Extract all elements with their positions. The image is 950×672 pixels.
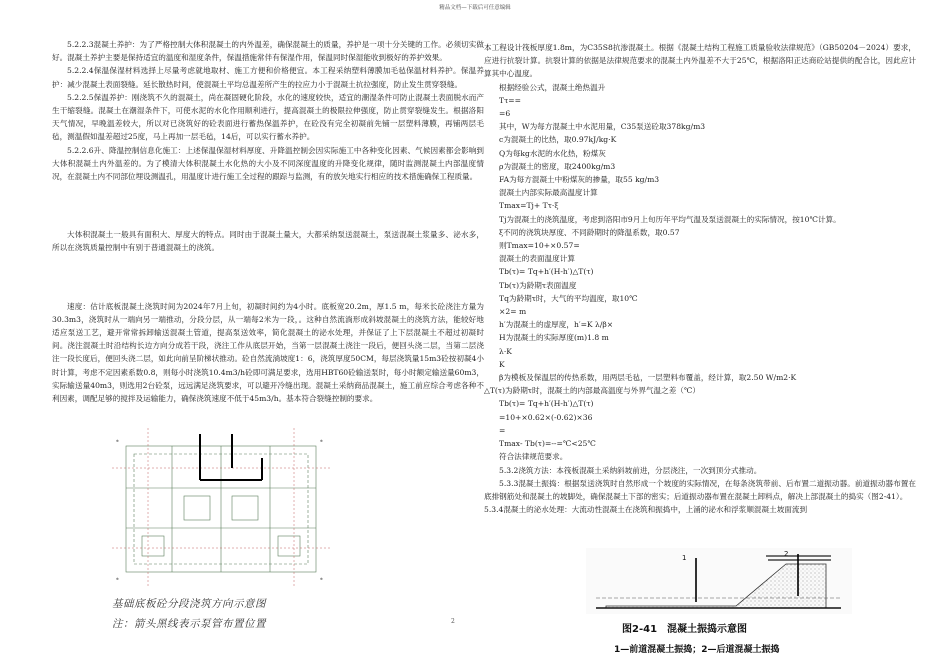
svg-text:⊕: ⊕ <box>116 577 119 581</box>
concrete-vibration-figure <box>586 548 852 660</box>
figure2-title: 图2-41 混凝土振捣示意图 <box>622 624 748 635</box>
svg-text:⊕: ⊕ <box>320 577 323 581</box>
right-paragraph: FA为每方混凝土中粉煤灰的掺量，取55 kg/m3 <box>499 175 660 185</box>
right-paragraph: c为混凝土的比热，取0.97kJ/kg·K <box>499 135 617 145</box>
left-paragraph: 5.2.2.5保温养护：刚浇筑不久的混凝土，尚在凝固硬化阶段，水化的速度较快，适宜的潮湿条件可防止混凝土表面脱水而产生干缩裂缝。混凝土在潮湿条件下，可使水泥的水化作用顺利进行，提高混凝土的极限拉伸强度，防止贯穿裂缝发生。根据洛阳天气情况，早晚温差较大，所以对已浇筑好的砼表面进行蓄热保温养护，在砼没有完全初凝前先铺一层塑料薄膜，再铺两层毛毡，测温假如温差超过25度，马上再加一层毛毡，14后，可以实行蓄水养护。 <box>52 92 484 142</box>
label-1: 1 <box>682 554 687 562</box>
paragraph-gap <box>52 271 484 284</box>
figure2-subtitle: 1—前道混凝土振捣；2—后道混凝土振捣 <box>614 645 780 655</box>
right-paragraph: = <box>499 425 506 435</box>
right-paragraph: 其中，W为每方混凝土中水泥用量，C35泵送砼取378kg/m3 <box>499 122 706 132</box>
right-paragraph: Tb(τ)= Tq+h′(H-h′)△T(τ) <box>499 267 594 277</box>
right-paragraph: 符合法律规范要求。 <box>499 452 568 462</box>
right-paragraph: 根据经验公式，混凝土绝热温升 <box>499 82 606 92</box>
right-paragraph: △T(τ)为龄期τ时，混凝土的内部最高温度与外界气温之差（℃） <box>484 386 700 396</box>
right-paragraph: K <box>499 359 505 369</box>
right-paragraph: Tmax=Tj+ Tτ·ξ <box>499 201 559 211</box>
right-paragraph: Tmax- Tb(τ)=--=℃<25℃ <box>499 439 596 449</box>
left-column <box>52 38 484 405</box>
right-paragraph: Tb(τ)= Tq+h′(H-h′)△T(τ) <box>499 399 594 409</box>
foundation-pour-plan-figure <box>112 428 330 586</box>
right-paragraph: 5.3.4混凝土的泌水处理：大流动性混凝土在浇筑和振捣中，上涌的泌水和浮浆顺混凝土坡面流到 <box>484 505 808 515</box>
page-header: 精品文档—下载后可任意编辑 <box>439 5 511 11</box>
right-paragraph: Tq为龄期τ时，大气的平均温度，取10℃ <box>499 293 638 303</box>
right-paragraph: 5.3.2浇筑方法：本筏板混凝土采纳斜坡前进，分层浇注，一次到顶分式推动。 <box>499 465 762 475</box>
right-paragraph: Q为每kg水泥的水化热，粉煤灰 <box>499 148 606 158</box>
figure1-caption-line1: 基础底板砼分段浇筑方向示意图 <box>112 598 266 610</box>
right-paragraph: Tτ== <box>499 95 521 105</box>
right-paragraph: 混凝土的表面温度计算 <box>499 254 575 264</box>
page-number: 2 <box>451 618 455 625</box>
figure1-caption-line2: 注：箭头黑线表示泵管布置位置 <box>112 618 266 630</box>
right-paragraph: =10+×0.62×(-0.62)×36 <box>499 412 593 422</box>
figure1-caption <box>112 594 266 634</box>
left-paragraph: 速度：估计底板混凝土浇筑时间为2024年7月上旬，初凝时间约为4小时。底板宽20.2m，厚1.5 m，每米长砼浇注方量为30.3m3，浇筑时从一端向另一端推动，分段分层，从一端每2米为一段，。这种自然流淌形成斜坡混凝土的浇筑方法，能较好地适应泵送工艺，避开常常拆卸输送混凝土管道，提高泵送效率，简化混凝土的泌水处理，并保证了上下层混凝土不超过初凝时间。浇注混凝土时沿结构长边方向分成若干段，浇注工作从底层开始，当第一层混凝土浇注一段后，便回头浇二层，当第二层浇注一段长度后，便回头浇二层，如此向前呈阶梯状推动。砼自然流淌坡度1：6，浇筑厚度50CM，每层浇筑量15m3砼按初凝4小时计算，考虑不定因素系数0.8，则每小时浇筑10.4m3/h砼即可满足要求，选用HBT60砼输送泵时，每小时额定输送量60m3，实际输送量40m3，则选用2台砼泵，远远满足浇筑要求，可以避开冷缝出现。混凝土采纳商品混凝土，施工前应综合考虑各种不利因素，调配足够的搅拌及运输能力，确保浇筑速度不低于45m3/h。基本符合裂缝控制的要求。 <box>52 301 484 404</box>
right-paragraph: 本工程设计筏板厚度1.8m，为C35S8抗渗混凝土。根据《混凝土结构工程施工质量验收法律规范》（GB50204－2024）要求，应进行抗裂计算。抗裂计算的依据是法律规范要求的混凝土内外温差不大于25℃，根据洛阳正达商砼站提供的配合比，因此应计算其中心温度。 <box>484 43 916 79</box>
right-paragraph: λ·K <box>499 346 512 356</box>
right-paragraph: ×2= m <box>499 307 527 317</box>
right-paragraph: 5.3.3混凝土振捣：根据泵送浇筑时自然形成一个坡度的实际情况，在每条浇筑带前、后布置二道振动器。前道振动器布置在底排钢筋处和混凝土的坡脚处，确保混凝土下部的密实；后道振动器布置在混凝土卸料点，解决上部混凝土的捣实（图2-41）。 <box>484 478 916 501</box>
left-paragraph: 5.2.2.4保温保湿材料选择上尽量考虑就地取材、施工方便和价格便宜。本工程采纳塑料薄膜加毛毡保温材料养护。保温养护：减少混凝土表面裂缝。延长散热时间，使混凝土平均总温差所产生的拉应力小于混凝土抗拉强度，防止发生贯穿裂缝。 <box>52 66 484 89</box>
svg-text:⊕: ⊕ <box>320 439 323 443</box>
left-paragraph: 5.2.2.3混凝土养护：为了严格控制大体积混凝土的内外温差，确保混凝土的质量，养护是一项十分关键的工作。必须切实做好。混凝土养护主要是保持适宜的温度和湿度条件，保温措施常伴有保湿作用，保温同时保湿能收到极好的养护效果。 <box>52 40 484 63</box>
right-column <box>484 41 916 516</box>
right-paragraph: Tj为混凝土的浇筑温度，考虑到洛阳市9月上旬历年平均气温及泵送混凝土的实际情况，按10℃计算。 <box>499 214 841 224</box>
right-paragraph: ξ不同的浇筑块厚度、不同龄期时的降温系数，取0.57 <box>499 227 680 237</box>
svg-text:⊕: ⊕ <box>116 439 119 443</box>
right-paragraph: =6 <box>499 109 511 119</box>
left-paragraph: 5.2.2.6升、降温控制信息化施工：上述保温保湿材料厚度、升降温控制会因实际施工中各种变化因素、气候因素都会影响到大体积混凝土内外温差的。为了模清大体积混凝土水化热的大小及不同深度温度的升降变化规律，随时监测混凝土内部温度情况，在混凝土内不同部位埋设测温孔，用温度计进行施工全过程的跟踪与监测，有的放矢地实行相应的技术措施确保工程质量。 <box>52 145 484 182</box>
left-paragraph: 大体积混凝土一般具有面积大、厚度大的特点。同时由于混凝土量大，大都采纳泵送混凝土，泵送混凝土浆量多、泌水多，所以在浇筑质量控制中有别于普通混凝土的浇筑。 <box>52 230 484 253</box>
right-paragraph: β为模板及保温层的传热系数，用两层毛毡，一层塑料布覆盖，经计算，取2.50 W/m2·K <box>499 373 797 383</box>
right-paragraph: 则Tmax=10+×0.57= <box>499 241 580 251</box>
label-2: 2 <box>784 550 789 558</box>
right-paragraph: H为混凝土的实际厚度(m)1.8 m <box>499 333 609 343</box>
right-paragraph: 混凝土内部实际最高温度计算 <box>499 188 598 198</box>
right-paragraph: h′为混凝土的虚厚度，h′=K λ/β× <box>499 320 614 330</box>
right-paragraph: ρ为混凝土的密度，取2400kg/m3 <box>499 161 616 171</box>
right-paragraph: Tb(τ)为龄期τ表面温度 <box>499 280 577 290</box>
paragraph-gap <box>52 199 484 212</box>
